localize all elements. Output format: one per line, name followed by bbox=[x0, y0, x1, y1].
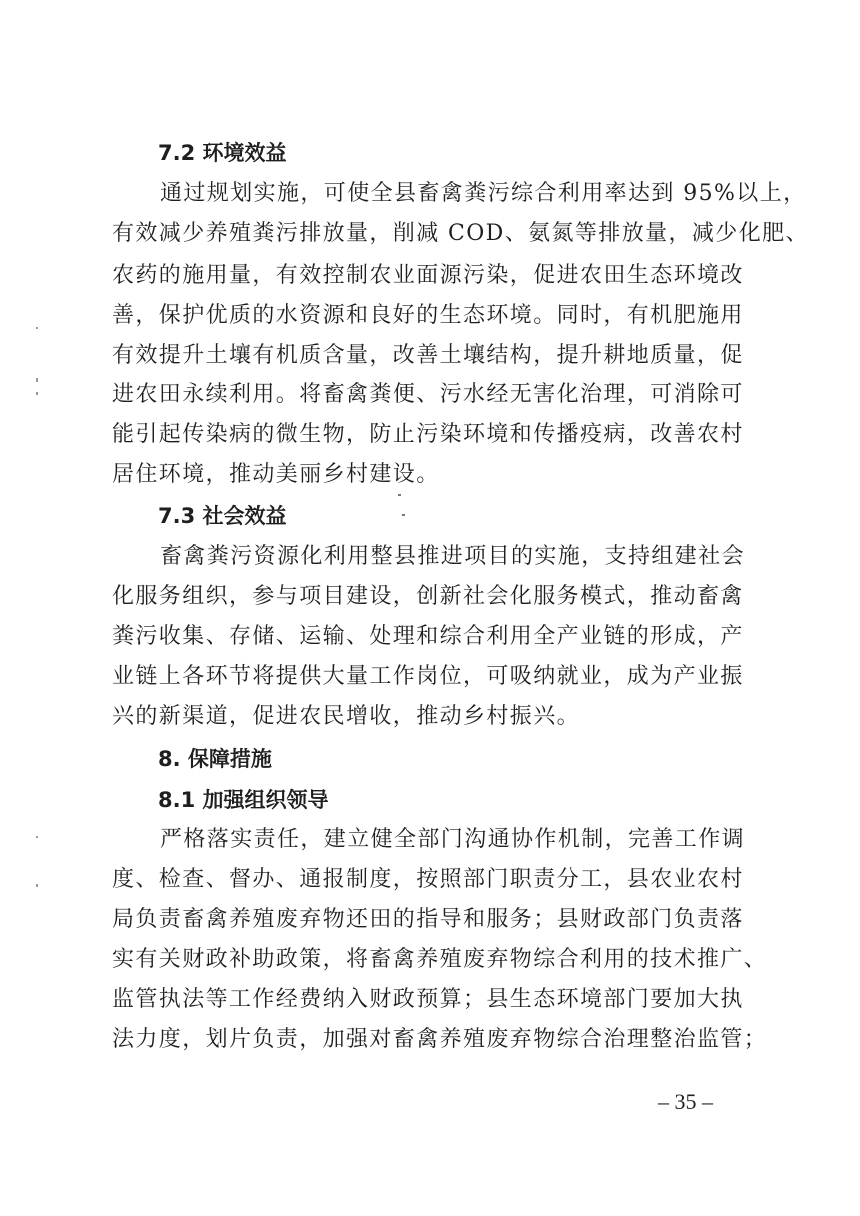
scan-mark bbox=[36, 884, 38, 887]
scan-mark bbox=[36, 378, 38, 382]
paragraph-line: 度、检查、督办、通报制度，按照部门职责分工，县农业农村 bbox=[112, 867, 744, 892]
section-heading-8-1: 8.1 加强组织领导 bbox=[158, 788, 329, 812]
paragraph-line: 通过规划实施，可使全县畜禽粪污综合利用率达到 95%以上， bbox=[160, 181, 807, 206]
paragraph-line: 严格落实责任，建立健全部门沟通协作机制，完善工作调 bbox=[160, 827, 746, 852]
paragraph-line: 局负责畜禽养殖废弃物还田的指导和服务；县财政部门负责落 bbox=[112, 907, 744, 932]
paragraph-line: 法力度，划片负责，加强对畜禽养殖废弃物综合治理整治监管； bbox=[112, 1027, 768, 1052]
section-heading-7-2: 7.2 环境效益 bbox=[158, 141, 287, 165]
paragraph-line: 农药的施用量，有效控制农业面源污染，促进农田生态环境改 bbox=[112, 263, 744, 288]
scan-mark bbox=[36, 327, 38, 329]
paragraph-line: 有效减少养殖粪污排放量，削减 COD、氨氮等排放量，减少化肥、 bbox=[112, 221, 809, 246]
scan-speck bbox=[402, 514, 405, 516]
scan-mark bbox=[36, 392, 38, 395]
paragraph-line: 化服务组织，参与项目建设，创新社会化服务模式，推动畜禽 bbox=[112, 584, 744, 609]
section-heading-8: 8. 保障措施 bbox=[158, 747, 272, 771]
paragraph-line: 兴的新渠道，促进农民增收，推动乡村振兴。 bbox=[112, 704, 581, 729]
scan-mark bbox=[36, 836, 38, 838]
page-number: – 35 – bbox=[658, 1089, 713, 1114]
paragraph-line: 善，保护优质的水资源和良好的生态环境。同时，有机肥施用 bbox=[112, 303, 744, 328]
paragraph-line: 能引起传染病的微生物，防止污染环境和传播疫病，改善农村 bbox=[112, 422, 744, 447]
paragraph-line: 有效提升土壤有机质含量，改善土壤结构，提升耕地质量，促 bbox=[112, 343, 744, 368]
paragraph-line: 进农田永续利用。将畜禽粪便、污水经无害化治理，可消除可 bbox=[112, 382, 744, 407]
paragraph-line: 粪污收集、存储、运输、处理和综合利用全产业链的形成，产 bbox=[112, 624, 744, 649]
section-heading-7-3: 7.3 社会效益 bbox=[158, 504, 287, 528]
paragraph-line: 居住环境，推动美丽乡村建设。 bbox=[112, 462, 440, 487]
paragraph-line: 业链上各环节将提供大量工作岗位，可吸纳就业，成为产业振 bbox=[112, 664, 744, 689]
scan-speck bbox=[398, 494, 401, 496]
paragraph-line: 畜禽粪污资源化利用整县推进项目的实施，支持组建社会 bbox=[160, 544, 746, 569]
paragraph-line: 监管执法等工作经费纳入财政预算；县生态环境部门要加大执 bbox=[112, 987, 744, 1012]
paragraph-line: 实有关财政补助政策，将畜禽养殖废弃物综合利用的技术推广、 bbox=[112, 947, 768, 972]
